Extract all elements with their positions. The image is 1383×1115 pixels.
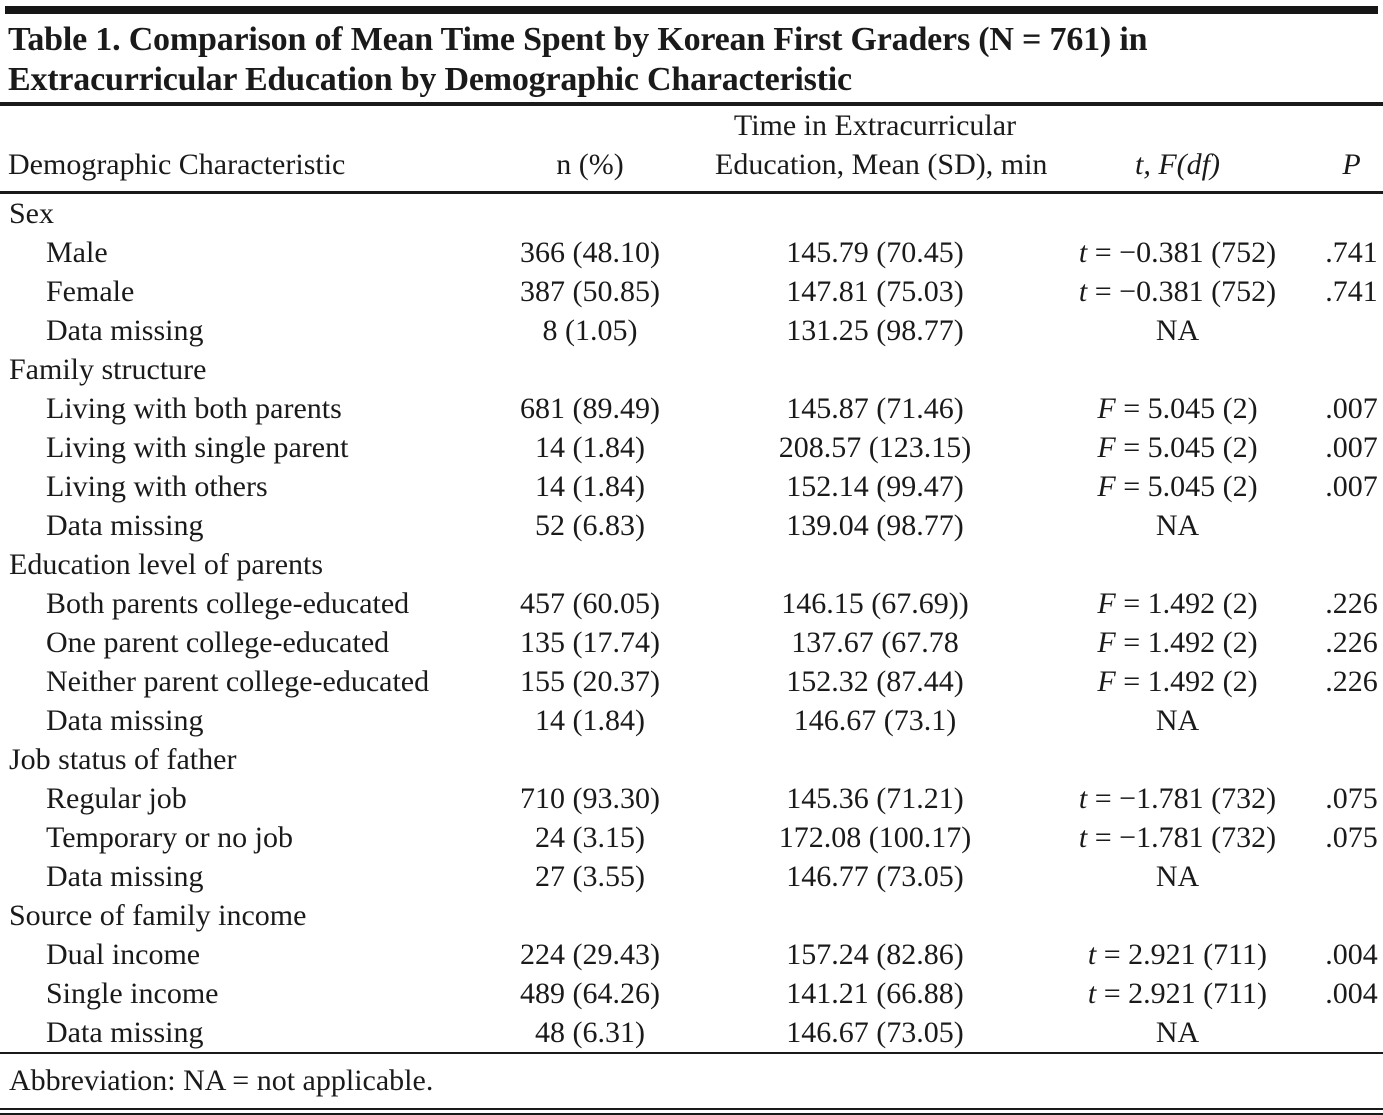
- cell-stat: t = −0.381 (752): [1078, 236, 1277, 269]
- cell-time: 157.24 (82.86): [786, 938, 964, 971]
- cell-time: 172.08 (100.17): [778, 821, 972, 854]
- table-row: [0, 389, 1383, 428]
- cell-label: One parent college-educated: [46, 626, 390, 659]
- cell-time: 141.21 (66.88): [786, 977, 964, 1010]
- column-header-p-value: P: [1320, 104, 1383, 193]
- cell-label: Data missing: [46, 704, 204, 737]
- cell-time: 145.36 (71.21): [786, 782, 964, 815]
- cell-n: 14 (1.84): [535, 470, 645, 503]
- table-row: [0, 818, 1383, 857]
- section-label: Job status of father: [9, 743, 237, 776]
- table-row: [0, 623, 1383, 662]
- cell-label: Dual income: [46, 938, 201, 971]
- cell-n: 710 (93.30): [520, 782, 660, 815]
- cell-p: [1320, 1013, 1383, 1052]
- cell-p: .007: [1325, 431, 1378, 464]
- demographics-table: [0, 102, 1383, 1052]
- cell-stat: NA: [1155, 860, 1200, 893]
- cell-n: 27 (3.55): [535, 860, 645, 893]
- cell-label: Data missing: [46, 860, 204, 893]
- cell-stat: F = 1.492 (2): [1097, 587, 1258, 620]
- cell-stat: NA: [1155, 704, 1200, 737]
- cell-time: 152.32 (87.44): [786, 665, 964, 698]
- section-label: Sex: [9, 197, 54, 230]
- cell-label: Both parents college-educated: [46, 587, 410, 620]
- cell-stat: NA: [1155, 314, 1200, 347]
- table-row: [0, 935, 1383, 974]
- table-title: Table 1. Comparison of Mean Time Spent by Korean First Graders (N = 761) in Extracurricular Education by Demographic Characteristic: [8, 21, 1148, 98]
- cell-p: [1320, 506, 1383, 545]
- cell-n: 24 (3.15): [535, 821, 645, 854]
- table-row: [0, 584, 1383, 623]
- table-body: [0, 193, 1383, 1053]
- cell-time: 145.79 (70.45): [786, 236, 964, 269]
- cell-p: .007: [1325, 470, 1378, 503]
- cell-stat: t = −1.781 (732): [1078, 821, 1277, 854]
- stat-symbol: F: [1097, 587, 1116, 620]
- column-header-n: n (%): [465, 104, 715, 193]
- cell-time: 146.15 (67.69)): [781, 587, 969, 620]
- cell-label: Single income: [46, 977, 219, 1010]
- cell-stat: t = 2.921 (711): [1087, 938, 1268, 971]
- cell-p: [1320, 857, 1383, 896]
- cell-label: Female: [46, 275, 135, 308]
- cell-label: Male: [46, 236, 108, 269]
- cell-time: 146.77 (73.05): [786, 860, 964, 893]
- stat-symbol: t: [1078, 821, 1088, 854]
- table-row: [0, 272, 1383, 311]
- table-row: [0, 311, 1383, 350]
- table-row: [0, 428, 1383, 467]
- cell-time: 146.67 (73.1): [793, 704, 957, 737]
- column-header-time-line1: Time in Extracurricular: [733, 109, 1017, 142]
- cell-time: 131.25 (98.77): [786, 314, 964, 347]
- cell-time: 145.87 (71.46): [786, 392, 964, 425]
- cell-stat: F = 5.045 (2): [1097, 392, 1258, 425]
- stat-symbol: F: [1097, 392, 1116, 425]
- cell-time: 139.04 (98.77): [786, 509, 964, 542]
- cell-n: 457 (60.05): [520, 587, 660, 620]
- cell-n: 155 (20.37): [520, 665, 660, 698]
- section-row: [0, 896, 1383, 935]
- cell-n: 366 (48.10): [520, 236, 660, 269]
- cell-stat: NA: [1155, 1016, 1200, 1049]
- cell-stat: F = 5.045 (2): [1097, 431, 1258, 464]
- header-row: [0, 104, 1383, 193]
- cell-p: [1320, 701, 1383, 740]
- cell-time: 146.67 (73.05): [786, 1016, 964, 1049]
- cell-stat: F = 1.492 (2): [1097, 665, 1258, 698]
- cell-time: 208.57 (123.15): [778, 431, 972, 464]
- table-row: [0, 779, 1383, 818]
- bottom-rule: [0, 1108, 1383, 1115]
- cell-p: .226: [1325, 626, 1378, 659]
- cell-n: 52 (6.83): [535, 509, 645, 542]
- top-rule: [5, 6, 1378, 14]
- cell-n: 387 (50.85): [520, 275, 660, 308]
- section-label: Family structure: [9, 353, 207, 386]
- cell-n: 489 (64.26): [520, 977, 660, 1010]
- cell-n: 14 (1.84): [535, 431, 645, 464]
- cell-n: 135 (17.74): [520, 626, 660, 659]
- cell-stat: NA: [1155, 509, 1200, 542]
- section-row: [0, 350, 1383, 389]
- column-header-statistic: t, F(df): [1035, 104, 1320, 193]
- stat-symbol: t: [1078, 275, 1088, 308]
- cell-stat: F = 1.492 (2): [1097, 626, 1258, 659]
- section-label: Source of family income: [9, 899, 307, 932]
- stat-symbol: t: [1087, 938, 1097, 971]
- cell-time: 137.67 (67.78: [791, 626, 959, 659]
- cell-p: .741: [1325, 275, 1378, 308]
- cell-p: .007: [1325, 392, 1378, 425]
- table-row: [0, 974, 1383, 1013]
- section-label: Education level of parents: [9, 548, 324, 581]
- cell-p: .226: [1325, 665, 1378, 698]
- cell-label: Living with others: [46, 470, 268, 503]
- cell-label: Neither parent college-educated: [46, 665, 430, 698]
- cell-n: 14 (1.84): [535, 704, 645, 737]
- cell-p: .741: [1325, 236, 1378, 269]
- cell-stat: t = −0.381 (752): [1078, 275, 1277, 308]
- table-row: [0, 662, 1383, 701]
- table-row: [0, 467, 1383, 506]
- cell-label: Data missing: [46, 314, 204, 347]
- cell-p: [1320, 311, 1383, 350]
- cell-n: 8 (1.05): [542, 314, 638, 347]
- cell-n: 48 (6.31): [535, 1016, 645, 1049]
- cell-n: 681 (89.49): [520, 392, 660, 425]
- section-row: [0, 740, 1383, 779]
- stat-symbol: F: [1097, 470, 1116, 503]
- cell-stat: t = 2.921 (711): [1087, 977, 1268, 1010]
- cell-p: .075: [1325, 782, 1378, 815]
- stat-symbol: t: [1078, 782, 1088, 815]
- cell-label: Living with single parent: [46, 431, 349, 464]
- cell-label: Data missing: [46, 1016, 204, 1049]
- section-row: [0, 193, 1383, 234]
- column-header-characteristic: Demographic Characteristic: [0, 104, 465, 193]
- stat-symbol: t: [1087, 977, 1097, 1010]
- table-footnote: Abbreviation: NA = not applicable.: [0, 1052, 1383, 1099]
- cell-time: 147.81 (75.03): [786, 275, 964, 308]
- stat-symbol: t: [1078, 236, 1088, 269]
- stat-symbol: F: [1097, 626, 1116, 659]
- table-row: [0, 506, 1383, 545]
- table-row: [0, 857, 1383, 896]
- table-row: [0, 1013, 1383, 1052]
- cell-time: 152.14 (99.47): [786, 470, 964, 503]
- cell-label: Regular job: [46, 782, 187, 815]
- stat-symbol: F: [1097, 431, 1116, 464]
- cell-p: .226: [1325, 587, 1378, 620]
- column-header-time-line2: Education, Mean (SD), min: [715, 148, 1048, 181]
- cell-p: .004: [1325, 938, 1378, 971]
- cell-p: .004: [1325, 977, 1378, 1010]
- cell-p: .075: [1325, 821, 1378, 854]
- table-row: [0, 233, 1383, 272]
- cell-stat: F = 5.045 (2): [1097, 470, 1258, 503]
- cell-label: Temporary or no job: [46, 821, 294, 854]
- cell-n: 224 (29.43): [520, 938, 660, 971]
- stat-symbol: F: [1097, 665, 1116, 698]
- column-header-time: [715, 104, 1048, 193]
- table-header: [0, 104, 1383, 193]
- cell-stat: t = −1.781 (732): [1078, 782, 1277, 815]
- section-row: [0, 545, 1383, 584]
- table-row: [0, 701, 1383, 740]
- cell-label: Living with both parents: [46, 392, 342, 425]
- cell-label: Data missing: [46, 509, 204, 542]
